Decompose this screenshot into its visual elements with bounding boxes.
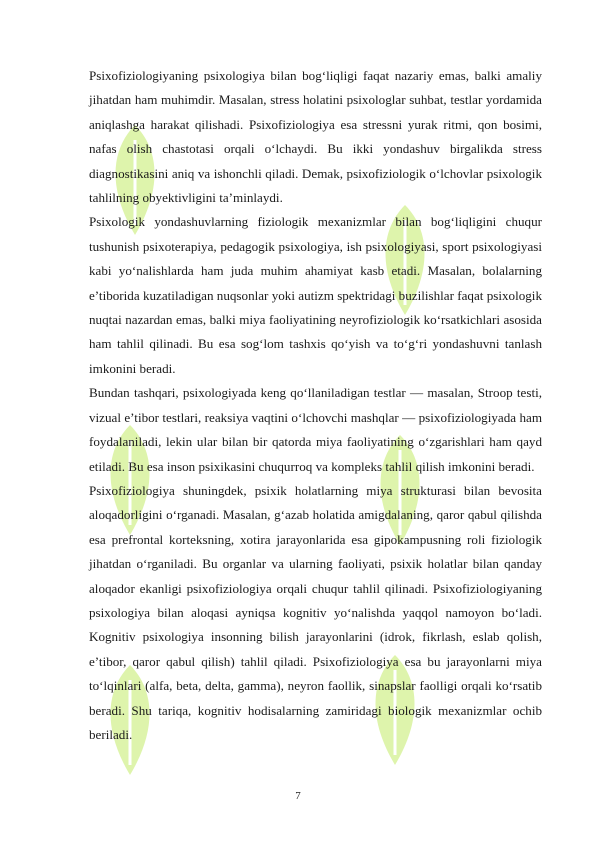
- page-number: 7: [295, 790, 301, 802]
- paragraph: Psixofiziologiya shuningdek, psixik holatlarning miya strukturasi bilan bevosita aloqadorligini o‘rganadi. Masalan, g‘azab holatida amigdalaning, qaror qabul qilishda esa prefrontal korteksning, xotira jarayonlarida esa gipokampusning roli fiziologik jihatdan o‘rganiladi. Bu organlar va ularning faoliyati, psixik holatlar bilan qanday aloqador ekanligi psixofiziologiya orqali chuqur tahlil qilinadi. Psixofiziologiyaning psixologiya bilan aloqasi ayniqsa kognitiv yo‘nalishda yaqqol namoyon bo‘ladi. Kognitiv psixologiya insonning bilish jarayonlarini (idrok, fikrlash, eslab qolish, e’tibor, qaror qabul qilish) tahlil qiladi. Psixofiziologiya esa bu jarayonlarni miya to‘lqinlari (alfa, beta, delta, gamma), neyron faollik, sinapslar faolligi orqali ko‘rsatib beradi. Shu tariqa, kognitiv hodisalarning zamiridagi biologik mexanizmlar ochib beriladi.: [89, 482, 542, 742]
- paragraph: Psixologik yondashuvlarning fiziologik mexanizmlar bilan bog‘liqligini chuqur tushunish psixoterapiya, pedagogik psixologiya, ish psixologiyasi, sport psixologiyasi kabi yo‘nalishlarda ham juda muhim ahamiyat kasb etadi. Masalan, bolalarning e’tiborida kuzatiladigan nuqsonlar yoki autizm spektridagi buzilishlar faqat psixologik nuqtai nazardan emas, balki miya faoliyatining neyrofiziologik ko‘rsatkichlari asosida ham tahlil qilinadi. Bu esa sog‘lom tashxis qo‘yish va to‘g‘ri yondashuvni tanlash imkonini beradi.: [89, 214, 542, 376]
- paragraph: Psixofiziologiyaning psixologiya bilan bog‘liqligi faqat nazariy emas, balki amaliy jihatdan ham muhimdir. Masalan, stress holatini psixologlar suhbat, testlar yordamida aniqlashga harakat qilishadi. Psixofiziologiya esa stressni yurak ritmi, qon bosimi, nafas olish chastotasi orqali o‘lchaydi. Bu ikki yondashuv birgalikda stress diagnostikasini aniq va ishonchli qiladi. Demak, psixofiziologik o‘lchovlar psixologik tahlilning obyektivligini ta’minlaydi.: [89, 68, 542, 206]
- paragraph: Bundan tashqari, psixologiyada keng qo‘llaniladigan testlar — masalan, Stroop testi, vizual e’tibor testlari, reaksiya vaqtini o‘lchovchi mashqlar — psixofiziologiyada ham foydalaniladi, lekin ular bilan bir qatorda miya faoliyatining o‘zgarishlari ham qayd etiladi. Bu esa inson psixikasini chuqurroq va kompleks tahlil qilish imkonini beradi.: [89, 385, 542, 474]
- body-text: [89, 64, 542, 747]
